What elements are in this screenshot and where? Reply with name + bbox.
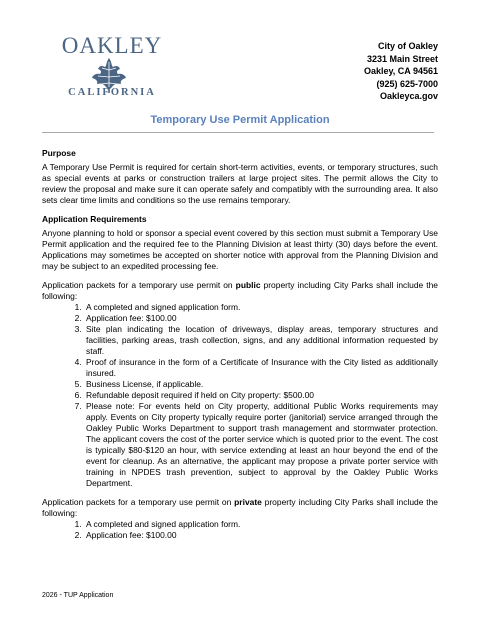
list-item: 1. A completed and signed application form. (84, 302, 438, 313)
city-address (364, 40, 438, 103)
private-intro-start: Application packets for a temporary use permit on (42, 497, 235, 507)
logo-state: CALIFORNIA (68, 87, 156, 98)
purpose-heading: Purpose (42, 148, 76, 158)
page-title: Temporary Use Permit Application (150, 114, 330, 126)
requirements-text: Anyone planning to hold or sponsor a special event covered by this section must submit a Temporary Use Permit application and the required fee to the Planning Division at least thirty (30) days before the event. Applications may sometimes be accepted on shorter notice with approval from the Planning Division and may be subject to an expedited processing fee. (42, 228, 438, 271)
address-line: Oakleyca.gov (379, 91, 438, 101)
list-item: 2. Application fee: $100.00 (84, 313, 438, 324)
public-intro-end: property including City Parks shall include the following: (42, 280, 439, 301)
address-line: 3231 Main Street (366, 53, 438, 64)
address-line: Oakley, CA 94561 (363, 66, 438, 76)
list-item: 7. Please note: For events held on City property, additional Public Works requirements may apply. Events on City property typically require porter (janitorial) service arranged through the Oakley Public Works Department to support trash management and stormwater protection. The applicant covers the cost of the porter service which is quoted prior to the event. The cost is typically $80-$120 an hour, with service extending at least an hour beyond the end of the event for cleanup. As an alternative, the applicant may propose a private porter service with training in NPDES trash prevention, subject to approval by the Oakley Public Works Department. (84, 401, 438, 489)
list-item: 5. Business License, if applicable. (84, 379, 438, 390)
logo-wordmark: OAKLEY (61, 33, 163, 58)
requirements-heading: Application Requirements (42, 214, 147, 224)
address-line: (925) 625-7000 (376, 78, 438, 89)
public-intro (42, 280, 438, 302)
public-intro-emphasis: public (235, 280, 261, 290)
list-item: 3. Site plan indicating the location of driveways, display areas, temporary structures and facilities, parking areas, trash collection, signs, and any additional information requested by staff. (84, 324, 438, 357)
public-requirements-list (42, 302, 438, 489)
list-item: 4. Proof of insurance in the form of a Certificate of Insurance with the City listed as additionally insured. (84, 357, 438, 379)
private-intro-end: property including City Parks shall include the following: (42, 497, 438, 518)
list-item: 2. Application fee: $100.00 (84, 530, 438, 541)
private-intro (42, 497, 438, 519)
list-item: 1. A completed and signed application form. (84, 519, 438, 530)
city-logo (52, 34, 172, 98)
page-footer: 2026 - TUP Application (42, 592, 114, 599)
private-requirements-list (42, 519, 438, 541)
list-item: 6. Refundable deposit required if held on City property: $500.00 (84, 390, 438, 401)
address-line: City of Oakley (377, 41, 438, 51)
public-intro-start: Application packets for a temporary use permit on (42, 280, 236, 290)
title-divider (42, 132, 434, 133)
document-body (42, 148, 438, 541)
purpose-text: A Temporary Use Permit is required for certain short-term activities, events, or temporary structures, such as special events at parks or construction trailers at large project sites. The permit allows the City to review the proposal and make sure it can operate safely and compatibly with the surrounding area. It also sets clear time limits and conditions so the use remains temporary. (42, 162, 438, 205)
private-intro-emphasis: private (234, 497, 262, 507)
